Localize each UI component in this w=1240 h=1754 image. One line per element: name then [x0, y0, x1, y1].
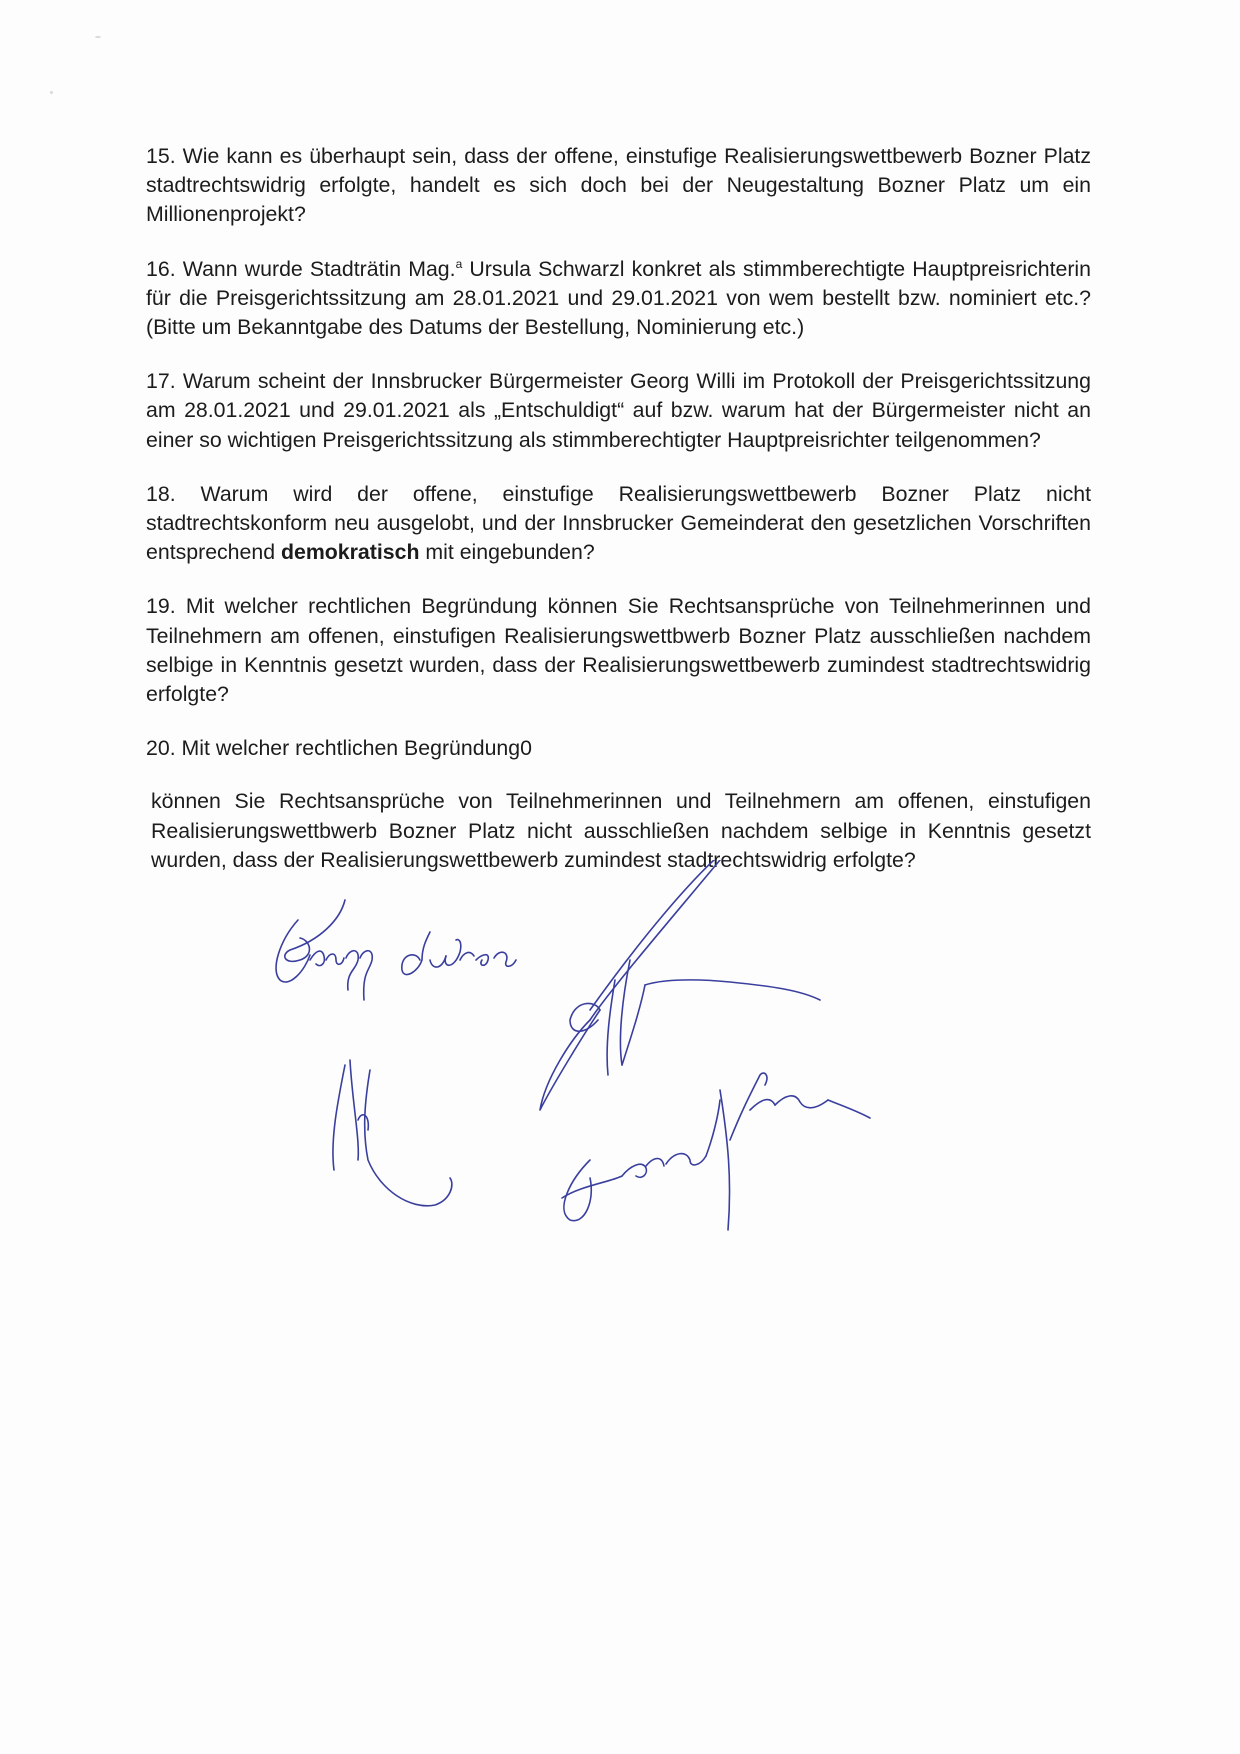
question-20-heading [146, 734, 1091, 763]
question-18 [146, 480, 1091, 568]
question-number: 15. [146, 144, 176, 168]
question-17 [146, 367, 1091, 455]
question-text: können Sie Rechtsansprüche von Teilnehmerinnen und Teilnehmern am offenen, einstufigen Realisierungswettbwerb Bozner Platz nicht ausschließen nachdem selbige in Kenntnis gesetzt wurden, dass der Realisierungswettbewerb zumindest stadtrechtswidrig erfolgte? [151, 789, 1091, 872]
question-text: Mit welcher rechtlichen Begründung können Sie Rechtsansprüche von Teilnehmerinnen und Teilnehmern am offenen, einstufigen Realisierungswettbwerb Bozner Platz ausschließen nachdem selbige in Kenntnis gesetzt wurden, dass der Realisierungswettbewerb zumindest stadtrechtswidrig erfolgte? [146, 594, 1091, 707]
signatures-svg [250, 860, 970, 1260]
question-19 [146, 592, 1091, 709]
document-body [146, 142, 1091, 900]
question-16 [146, 255, 1091, 343]
signature-bottom-right [562, 1073, 870, 1230]
signature-loop [333, 1060, 452, 1206]
question-text: Warum wird der offene, einstufige Realisierungswettbewerb Bozner Platz nicht stadtrechtskonform neu ausgelobt, und der Innsbrucker Gemeinderat den gesetzlichen Vorschriften entsprechend [146, 481, 1092, 565]
question-heading: Mit welcher rechtlichen Begründung0 [181, 736, 532, 761]
scan-smudge [50, 91, 53, 94]
question-text-continued: mit eingebunden? [419, 540, 595, 565]
question-number: 19. [146, 594, 176, 619]
question-15 [146, 142, 1091, 230]
signature-crossed-strokes [540, 860, 820, 1110]
question-number: 16. [146, 256, 176, 281]
superscript-a: a [455, 256, 463, 271]
question-number: 18. [146, 481, 176, 506]
question-text: Warum scheint der Innsbrucker Bürgermeister Georg Willi im Protokoll der Preisgerichtssitzung am 28.01.2021 und 29.01.2021 als „Entschuldigt“ auf bzw. warum hat der Bürgermeister nicht an einer so wichtigen Preisgerichtssitzung als stimmberechtigter Hauptpreisrichter teilgenommen? [146, 369, 1091, 452]
question-text-continued: Ursula Schwarzl konkret als stimmberechtigte Hauptpreisrichterin für die Preisgerichtssitzung am 28.01.2021 und 29.01.2021 von wem bestellt bzw. nominiert etc.? (Bitte um Bekanntgabe des Datums der Bestellung, Nominierung etc.) [146, 256, 1092, 340]
question-text: Wann wurde Stadträtin Mag. [182, 256, 456, 281]
question-text: Wie kann es überhaupt sein, dass der offene, einstufige Realisierungswettbewerb Bozner Platz stadtrechtswidrig erfolgte, handelt es sich doch bei der Neugestaltung Bozner Platz um ein Millionenprojekt? [146, 144, 1091, 227]
question-number: 17. [146, 369, 176, 394]
signature-area [250, 860, 970, 1260]
signature-haugg-andrea [276, 900, 516, 1000]
bold-emphasis: demokratisch [280, 540, 420, 565]
question-number: 20. [146, 736, 176, 761]
scan-smudge [95, 36, 101, 38]
